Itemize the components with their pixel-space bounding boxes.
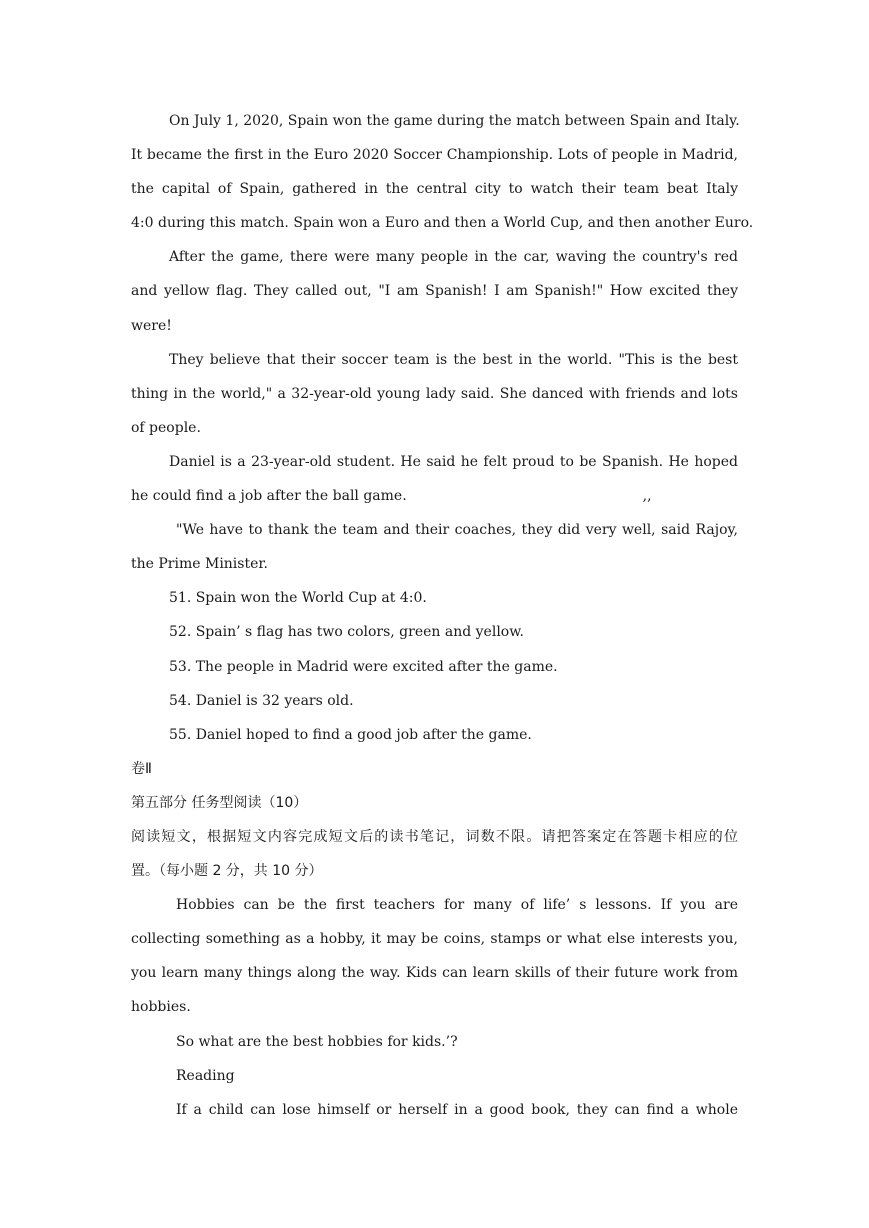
instruction-line: 置。（每小题 2 分，共 10 分） [131, 863, 323, 880]
part-title: 第五部分 任务型阅读（10） [131, 794, 308, 811]
subheading: Reading [176, 1067, 235, 1084]
paragraph-line: If a child can lose himself or herself in a good book, they can find a whole [176, 1101, 738, 1118]
volume-label: 卷Ⅱ [131, 760, 152, 777]
paragraph-line: you learn many things along the way. Kids can learn skills of their future work from [131, 965, 738, 982]
paragraph-line: were! [131, 317, 172, 334]
question-item: 52. Spain’ s flag has two colors, green and yellow. [169, 624, 524, 641]
question-item: 55. Daniel hoped to find a good job after the game. [169, 726, 532, 743]
passage-1 [131, 104, 754, 581]
paragraph-line: hobbies. [131, 999, 191, 1016]
question-list [131, 581, 738, 751]
paragraph-line: the Prime Minister. [131, 556, 268, 573]
document-page [131, 104, 754, 1127]
question-item: 53. The people in Madrid were excited after the game. [169, 658, 558, 675]
paragraph-line: the capital of Spain, gathered in the central city to watch their team beat Italy [131, 181, 738, 198]
paragraph-line: thing in the world," a 32-year-old young lady said. She danced with friends and lots [131, 385, 738, 402]
paragraph-line: 4:0 during this match. Spain won a Euro and then a World Cup, and then another Euro. [131, 215, 754, 232]
paragraph-line: collecting something as a hobby, it may be coins, stamps or what else interests you, [131, 931, 738, 948]
paragraph-line: After the game, there were many people in the car, waving the country's red [169, 249, 738, 266]
paragraph-text: he could find a job after the ball game. [131, 488, 407, 505]
stray-mark: ,, [642, 488, 652, 505]
paragraph-line: of people. [131, 419, 201, 436]
paragraph-line: "We have to thank the team and their coaches, they did very well, said Rajoy, [176, 522, 738, 539]
paragraph-line: They believe that their soccer team is the best in the world. "This is the best [169, 351, 738, 368]
section-header [131, 752, 738, 888]
paragraph-line: Hobbies can be the first teachers for many of life’ s lessons. If you are [176, 897, 738, 914]
paragraph-line: Daniel is a 23-year-old student. He said he felt proud to be Spanish. He hoped [169, 453, 738, 470]
instruction-line: 阅读短文，根据短文内容完成短文后的读书笔记，词数不限。请把答案定在答题卡相应的位 [131, 828, 738, 845]
paragraph-line: So what are the best hobbies for kids.’? [176, 1033, 458, 1050]
passage-2 [131, 888, 738, 1127]
paragraph-line: It became the first in the Euro 2020 Soccer Championship. Lots of people in Madrid, [131, 147, 738, 164]
paragraph-line: and yellow flag. They called out, "I am Spanish! I am Spanish!" How excited they [131, 283, 738, 300]
question-item: 51. Spain won the World Cup at 4:0. [169, 590, 427, 607]
paragraph-line-with-mark [131, 479, 738, 513]
paragraph-line: On July 1, 2020, Spain won the game during the match between Spain and Italy. [169, 113, 740, 129]
question-item: 54. Daniel is 32 years old. [169, 692, 354, 709]
